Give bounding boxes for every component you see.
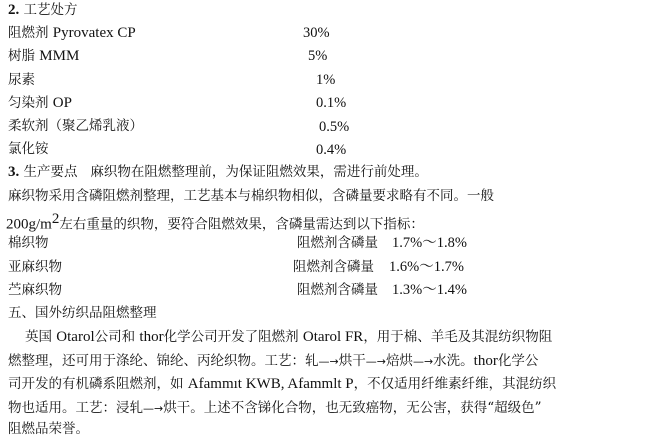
indicator-range: 1.3%～1.4% (392, 282, 467, 298)
indicator-label: 阻燃剂含磷量 (297, 282, 378, 298)
text-run: 化学公 (497, 353, 539, 369)
section-title: 生产要点 (23, 164, 78, 180)
ingredient-name: 匀染剂 (8, 95, 49, 111)
fabric-name: 棉织物 (8, 235, 49, 251)
ingredient-name: 氯化铵 (8, 141, 49, 157)
section-5-heading: 五、国外纺织品阻燃整理 (8, 305, 157, 321)
text-run: 公司和 (94, 329, 140, 345)
text-run: 焙烘 (385, 353, 413, 369)
text-run: 英国 (25, 329, 57, 345)
ingredient-value: 30% (303, 25, 330, 41)
paragraph-line (25, 329, 552, 345)
arrow-icon: —→ (365, 355, 386, 368)
text-run: 物也适用。工艺：浸轧 (8, 400, 143, 416)
section-3-heading (8, 164, 428, 180)
text-run: 烘干 (338, 353, 366, 369)
text-run: 烘干。上述不含锑化合物，也无致癌物，无公害，获得“超级色” (163, 400, 542, 416)
ingredient-value: 0.1% (316, 95, 347, 111)
text-run: 化学公司开发了阻燃剂 (163, 329, 303, 345)
section-number: 2. (8, 2, 20, 18)
text-run: ，不仅适用纤维素纤维，其混纺织 (353, 376, 557, 392)
indicator-range: 1.7%～1.8% (392, 235, 467, 251)
ingredient-value: 5% (308, 48, 328, 64)
indicator-label: 阻燃剂含磷量 (297, 235, 378, 251)
text-run: 司开发的有机磷系阻燃剂，如 (8, 376, 188, 392)
ingredient-value: 0.5% (319, 119, 350, 135)
paragraph-line (6, 211, 424, 233)
text-run: 水洗。 (433, 353, 474, 369)
ingredient-latin-name: Pyrovatex CP (52, 25, 136, 41)
company-name: Otarol (56, 329, 95, 345)
arrow-icon: —→ (318, 355, 339, 368)
recipe-row (8, 118, 143, 134)
indicator-range: 1.6%～1.7% (389, 259, 464, 275)
paragraph-line: 麻织物采用含磷阻燃剂整理，工艺基本与棉织物相似，含磷量要求略有不同。一般 (8, 188, 494, 204)
recipe-row (8, 25, 136, 41)
product-name: Otarol FR (302, 329, 364, 345)
recipe-row (8, 48, 79, 64)
recipe-row (8, 72, 35, 88)
ingredient-value: 0.4% (316, 142, 347, 158)
ingredient-name: 尿素 (8, 72, 35, 88)
arrow-icon: —→ (143, 402, 164, 415)
superscript: 2 (51, 211, 60, 227)
company-name: thor (139, 329, 164, 345)
fabric-name: 苎麻织物 (8, 282, 62, 298)
paragraph-line (8, 353, 538, 370)
recipe-row (8, 141, 49, 157)
text-run: 燃整理，还可用于涤纶、锦纶、丙纶织物。工艺：轧 (8, 353, 319, 369)
section-title: 工艺处方 (23, 2, 78, 18)
text-run: ，用于棉、羊毛及其混纺织物阻 (363, 329, 553, 345)
ingredient-value: 1% (316, 72, 336, 88)
paragraph-line: 阻燃品荣誉。 (8, 421, 89, 437)
indicator-label: 阻燃剂含磷量 (293, 259, 374, 275)
weight-value: 200g/m (6, 216, 52, 233)
recipe-row (8, 95, 72, 111)
paragraph-line (8, 376, 556, 392)
ingredient-latin-name: OP (52, 95, 72, 111)
section-text: 麻织物在阻燃整理前，为保证阻燃效果，需进行前处理。 (90, 164, 428, 180)
paragraph-line (8, 400, 542, 417)
ingredient-name: 阻燃剂 (8, 25, 49, 41)
arrow-icon: —→ (412, 355, 434, 368)
fabric-name: 亚麻织物 (8, 259, 62, 275)
section-2-heading (8, 2, 78, 18)
paragraph-text: 左右重量的织物，要符合阻燃效果，含磷量需达到以下指标： (59, 216, 424, 233)
product-name: Afammıt KWB, Afammlt P (187, 376, 354, 392)
company-name: thor (473, 353, 498, 369)
ingredient-name: 树脂 (8, 48, 35, 64)
section-number: 3. (8, 164, 20, 180)
ingredient-name: 柔软剂（聚乙烯乳液） (8, 118, 143, 134)
ingredient-latin-name: MMM (39, 48, 80, 64)
